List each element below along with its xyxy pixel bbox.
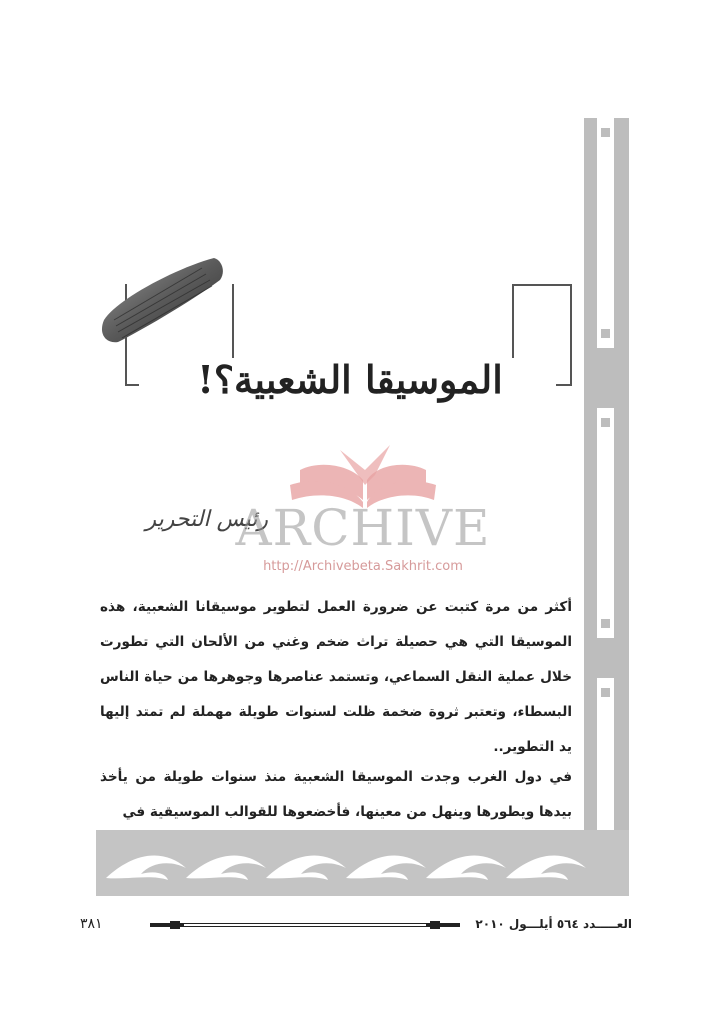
article-title: الموسيقا الشعبية؟! — [197, 357, 503, 402]
ornament-swirls — [96, 830, 629, 896]
left-bracket-foot — [125, 384, 139, 386]
right-inner-bracket — [512, 284, 514, 358]
right-bracket-vertical — [570, 284, 572, 384]
left-inner-bracket — [232, 284, 234, 358]
clay-tablet-image — [96, 250, 226, 350]
article-paragraph-2: في دول الغرب وجدت الموسيقا الشعبية منذ سنوات طويلة من يأخذ بيدها ويطورها وينهل من معينها، فأخضعوها للقوالب الموسيقية في — [100, 769, 572, 820]
article-paragraph-1: أكثر من مرة كتبت عن ضرورة العمل لتطوير موسيقانا الشعبية، هذه الموسيقا التي هي حصيلة تراث ضخم وغني من الألحان التي تطورت خلال عملية النقل السماعي، وتستمد عناصرها وجوهرها من حياة الناس البسطاء، وتعتبر ثروة ضخمة ظلت لسنوات طويلة مهملة لم تمتد إليها يد التطوير.. — [100, 599, 572, 755]
footer-rule — [150, 920, 460, 930]
column-segment — [597, 408, 614, 638]
ornament-band — [96, 830, 629, 896]
right-bracket-top — [512, 284, 572, 286]
issue-info: العـــــدد ٥٦٤ أيلـــول ٢٠١٠ — [475, 917, 632, 931]
right-bracket-foot — [556, 384, 572, 386]
page-number: ٣٨١ — [80, 916, 103, 932]
watermark-text: ARCHIVE — [235, 499, 491, 557]
author-label: رئيس التحرير — [145, 507, 268, 532]
watermark-url: http://Archivebeta.Sakhrit.com — [263, 559, 463, 574]
decorative-side-column — [584, 118, 629, 896]
column-segment — [597, 118, 614, 348]
